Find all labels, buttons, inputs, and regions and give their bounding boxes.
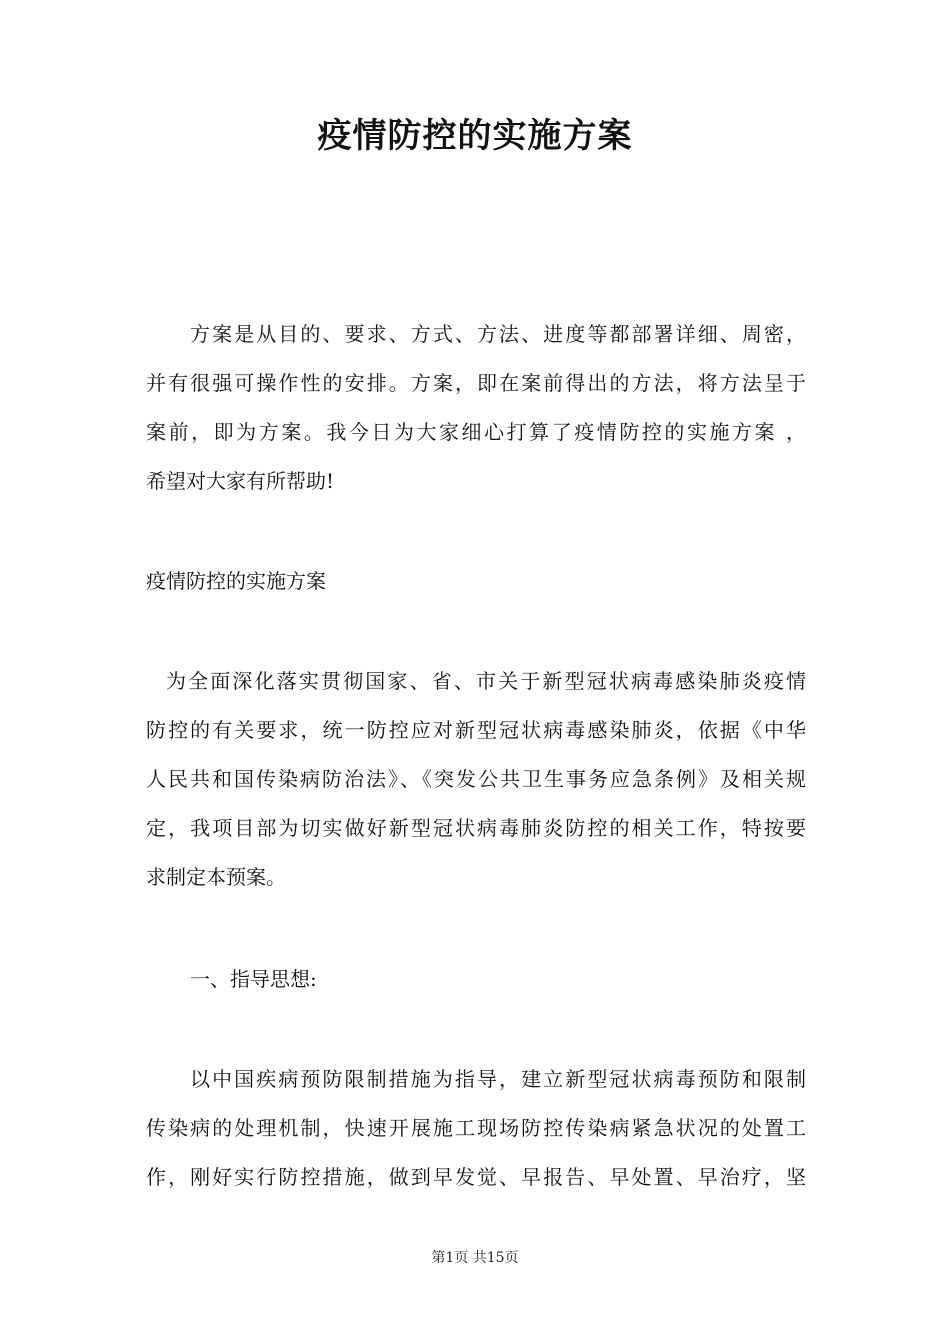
intro-line-4: 希望对大家有所帮助! (146, 469, 335, 493)
section1-line-1: 以中国疾病预防限制措施为指导，建立新型冠状病毒预防和限制 (190, 1067, 806, 1091)
section1-line-2: 传染病的处理机制，快速开展施工现场防控传染病紧急状况的处置工 (146, 1116, 806, 1140)
para1-line-4: 定，我项目部为切实做好新型冠状病毒肺炎防控的相关工作，特按要 (146, 816, 806, 840)
page-title: 疫情防控的实施方案 (317, 116, 633, 156)
section1-line-3: 作，刚好实行防控措施，做到早发觉、早报告、早处置、早治疗，坚 (146, 1165, 806, 1189)
intro-line-3: 案前，即为方案。我今日为大家细心打算了疫情防控的实施方案 ， (146, 420, 806, 444)
para1-line-1: 为全面深化落实贯彻国家、省、市关于新型冠状病毒感染肺炎疫情 (166, 669, 806, 693)
section1-heading: 一、指导思想: (190, 967, 317, 991)
para1-line-3: 人民共和国传染病防治法》、《突发公共卫生事务应急条例》及相关规 (146, 767, 806, 791)
para1-line-5: 求制定本预案。 (146, 865, 286, 889)
section-subtitle: 疫情防控的实施方案 (146, 569, 326, 593)
intro-line-1: 方案是从目的、要求、方式、方法、进度等都部署详细、周密， (190, 322, 806, 346)
para1-line-2: 防控的有关要求，统一防控应对新型冠状病毒感染肺炎，依据《中华 (146, 718, 806, 742)
intro-line-2: 并有很强可操作性的安排。方案，即在案前得出的方法，将方法呈于 (146, 371, 806, 395)
page-footer: 第1页 共15页 (431, 1250, 519, 1266)
